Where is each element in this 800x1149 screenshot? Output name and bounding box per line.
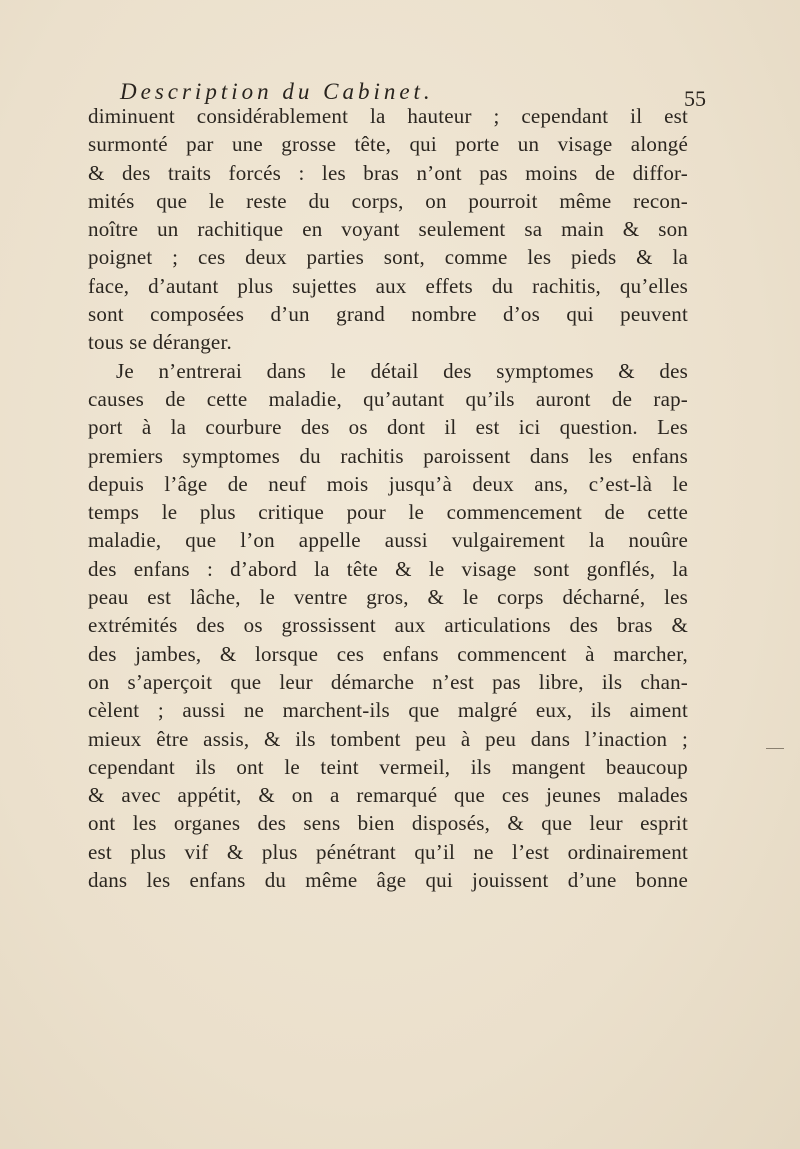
text-line: cependant ils ont le teint vermeil, ils mangent beaucoup	[88, 754, 688, 779]
text-line: extrémités des os grossissent aux articulations des bras &	[88, 613, 688, 638]
text-line: surmonté par une grosse tête, qui porte un visage alongé	[88, 132, 688, 157]
body-text	[88, 102, 688, 894]
text-line: premiers symptomes du rachitis paroissent dans les enfans	[88, 443, 688, 468]
text-line: noître un rachitique en voyant seulement sa main & son	[88, 217, 688, 242]
page-number: 55	[684, 86, 706, 111]
text-line: mieux être assis, & ils tombent peu à peu dans l’inaction ;	[88, 726, 688, 751]
paragraph-start-line: Je n’entrerai dans le détail des symptomes & des	[116, 358, 688, 383]
text-line: maladie, que l’on appelle aussi vulgairement la nouûre	[88, 528, 688, 553]
text-line: port à la courbure des os dont il est ici question. Les	[88, 415, 688, 440]
text-line: ont les organes des sens bien disposés, & que leur esprit	[88, 811, 688, 836]
text-line: mités que le reste du corps, on pourroit même recon-	[88, 188, 688, 213]
text-line: tous se déranger.	[88, 330, 232, 355]
text-line: sont composées d’un grand nombre d’os qui peuvent	[88, 302, 688, 327]
text-line: temps le plus critique pour le commencement de cette	[88, 500, 688, 525]
text-line: face, d’autant plus sujettes aux effets du rachitis, qu’elles	[88, 273, 688, 298]
text-line: & avec appétit, & on a remarqué que ces jeunes malades	[88, 783, 688, 808]
text-line: des jambes, & lorsque ces enfans commencent à marcher,	[88, 641, 688, 666]
text-line: peau est lâche, le ventre gros, & le corps décharné, les	[88, 585, 688, 610]
text-line: des enfans : d’abord la tête & le visage sont gonflés, la	[88, 556, 688, 581]
text-line: dans les enfans du même âge qui jouissent d’une bonne	[88, 868, 688, 893]
running-title: Description du Cabinet.	[120, 79, 434, 104]
text-line: cèlent ; aussi ne marchent-ils que malgré eux, ils aiment	[88, 698, 688, 723]
text-line: depuis l’âge de neuf mois jusqu’à deux ans, c’est-là le	[88, 471, 688, 496]
text-line: diminuent considérablement la hauteur ; cependant il est	[88, 104, 688, 128]
text-line: est plus vif & plus pénétrant qu’il ne l’est ordinairement	[88, 839, 688, 864]
text-line: on s’aperçoit que leur démarche n’est pas libre, ils chan-	[88, 669, 688, 694]
text-line: & des traits forcés : les bras n’ont pas moins de diffor-	[88, 160, 688, 185]
margin-mark	[766, 748, 784, 749]
text-line: poignet ; ces deux parties sont, comme les pieds & la	[88, 245, 688, 270]
text-line: causes de cette maladie, qu’autant qu’ils auront de rap-	[88, 386, 688, 411]
